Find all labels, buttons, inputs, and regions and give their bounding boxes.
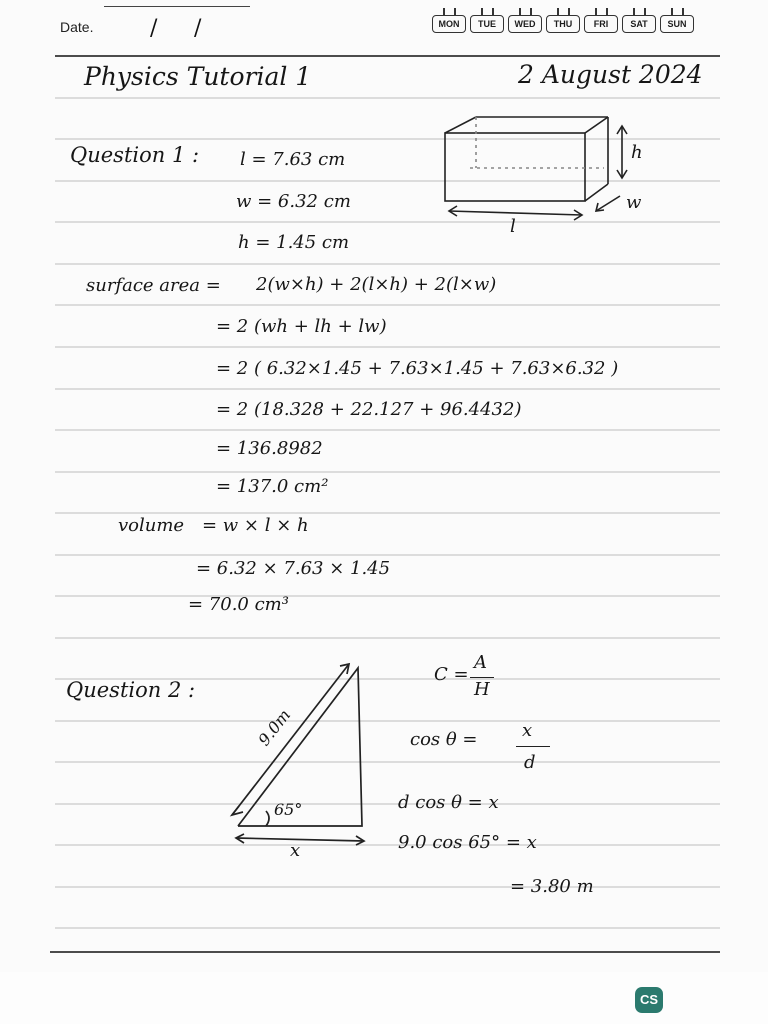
surface-area-step: = 2 (wh + lh + lw) <box>216 316 387 337</box>
surface-area-step: 2(w×h) + 2(l×h) + 2(l×w) <box>256 274 497 295</box>
volume-step: = w × l × h <box>202 515 309 536</box>
cos-fraction-denominator: d <box>524 752 536 773</box>
volume-result: = 70.0 cm³ <box>188 594 289 615</box>
box-label-h: h <box>631 142 643 163</box>
weekday-sat: SAT <box>622 8 656 33</box>
given-length: l = 7.63 cm <box>240 149 346 170</box>
cos-fraction-numerator: x <box>522 720 533 741</box>
surface-area-label: surface area = <box>86 275 221 296</box>
formula-numerator: A <box>474 652 487 673</box>
volume-label: volume <box>118 515 185 536</box>
weekday-thu: THU <box>546 8 580 33</box>
hypotenuse-label: 9.0m <box>254 705 295 750</box>
given-height: h = 1.45 cm <box>238 232 350 253</box>
weekday-sun: SUN <box>660 8 694 33</box>
final-answer: = 3.80 m <box>510 876 594 897</box>
formula-c: C = <box>434 664 469 685</box>
written-date: 2 August 2024 <box>518 60 703 89</box>
cos-fraction-bar <box>516 746 550 747</box>
surface-area-result: = 137.0 cm² <box>216 476 329 497</box>
box-diagram <box>445 117 627 220</box>
weekday-mon: MON <box>432 8 466 33</box>
surface-area-step: = 2 ( 6.32×1.45 + 7.63×1.45 + 7.63×6.32 ) <box>216 358 619 379</box>
surface-area-step: = 2 (18.328 + 22.127 + 96.4432) <box>216 399 522 420</box>
formula-denominator: H <box>474 679 490 700</box>
page-title: Physics Tutorial 1 <box>84 62 312 91</box>
base-label: x <box>290 840 301 861</box>
volume-step: = 6.32 × 7.63 × 1.45 <box>196 558 391 579</box>
question-2-label: Question 2 : <box>66 678 196 702</box>
date-slash: / <box>150 16 158 41</box>
surface-area-step: = 136.8982 <box>216 438 323 459</box>
weekday-wed: WED <box>508 8 542 33</box>
given-width: w = 6.32 cm <box>236 191 351 212</box>
formula-fraction-bar <box>470 677 494 678</box>
solve-step: 9.0 cos 65° = x <box>398 832 537 853</box>
angle-label: 65° <box>274 800 303 819</box>
weekday-fri: FRI <box>584 8 618 33</box>
camscanner-logo: CS <box>635 987 663 1013</box>
weekday-tue: TUE <box>470 8 504 33</box>
notebook-header <box>0 0 768 56</box>
date-label: Date. <box>60 19 94 35</box>
question-1-label: Question 1 : <box>70 143 200 167</box>
box-label-l: l <box>510 216 516 237</box>
solve-step: d cos θ = x <box>398 792 499 813</box>
cos-step: cos θ = <box>410 729 478 750</box>
date-slash: / <box>194 16 202 41</box>
box-label-w: w <box>626 192 642 213</box>
weekday-boxes <box>432 8 694 33</box>
header-rule <box>104 6 250 7</box>
